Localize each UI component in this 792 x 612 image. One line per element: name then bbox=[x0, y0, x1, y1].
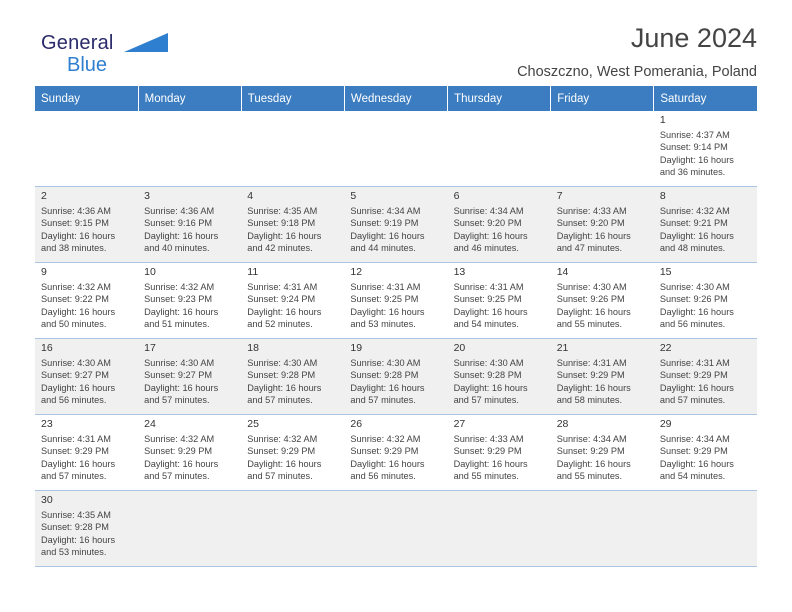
day-info-line: Sunset: 9:25 PM bbox=[350, 294, 419, 305]
day-info-line: Sunset: 9:20 PM bbox=[556, 218, 625, 229]
logo-flag-icon bbox=[124, 33, 168, 52]
title-block bbox=[517, 22, 757, 80]
day-number: 11 bbox=[247, 266, 259, 278]
day-number: 13 bbox=[453, 266, 466, 278]
day-number: 9 bbox=[41, 266, 47, 278]
weekday-header-thursday: Thursday bbox=[448, 86, 551, 111]
day-info-line: Sunset: 9:26 PM bbox=[556, 294, 625, 305]
day-info-line: Daylight: 16 hours bbox=[556, 306, 631, 317]
day-info-line: Sunset: 9:29 PM bbox=[659, 370, 728, 381]
day-number: 25 bbox=[247, 418, 259, 430]
day-info-line: Daylight: 16 hours bbox=[144, 458, 219, 469]
calendar-day-cell bbox=[654, 339, 757, 415]
day-info-line: Sunrise: 4:34 AM bbox=[556, 434, 627, 444]
day-number: 22 bbox=[659, 342, 672, 354]
day-info-line: Daylight: 16 hours bbox=[453, 382, 528, 393]
weekday-header-wednesday: Wednesday bbox=[344, 86, 447, 111]
day-info-line: and 57 minutes. bbox=[144, 395, 210, 406]
day-info-line: Daylight: 16 hours bbox=[453, 458, 528, 469]
calendar-day-cell bbox=[344, 415, 447, 491]
day-info-line: Sunrise: 4:32 AM bbox=[144, 434, 215, 444]
day-info-line: Sunrise: 4:35 AM bbox=[247, 206, 318, 216]
day-info-line: Sunset: 9:23 PM bbox=[144, 294, 213, 305]
day-number: 27 bbox=[453, 418, 466, 430]
calendar-day-cell-empty bbox=[448, 491, 551, 567]
day-info-line: Sunset: 9:22 PM bbox=[41, 294, 109, 305]
day-info-line: and 47 minutes. bbox=[556, 243, 623, 254]
day-number: 4 bbox=[247, 190, 254, 202]
weekday-header-row bbox=[35, 86, 757, 111]
day-info-line: Daylight: 16 hours bbox=[556, 230, 631, 241]
calendar-day-cell-empty bbox=[448, 111, 551, 187]
calendar-day-cell-empty bbox=[138, 491, 241, 567]
calendar-day-cell bbox=[35, 491, 138, 567]
day-info-line: Sunset: 9:16 PM bbox=[144, 218, 213, 229]
day-number: 21 bbox=[556, 342, 569, 354]
day-number: 17 bbox=[144, 342, 156, 354]
day-number: 3 bbox=[144, 190, 150, 202]
day-info-line: Sunrise: 4:30 AM bbox=[659, 282, 730, 292]
page-title: June 2024 bbox=[630, 23, 757, 53]
day-info-line: and 48 minutes. bbox=[659, 243, 726, 254]
calendar-day-cell bbox=[551, 263, 654, 339]
page-header bbox=[35, 0, 757, 80]
day-info-line: and 56 minutes. bbox=[659, 319, 726, 330]
day-info-line: Sunset: 9:18 PM bbox=[247, 218, 316, 229]
day-info-line: Sunset: 9:28 PM bbox=[453, 370, 522, 381]
calendar-day-cell bbox=[654, 111, 757, 187]
day-info-line: and 44 minutes. bbox=[350, 243, 416, 254]
calendar-day-cell bbox=[35, 339, 138, 415]
day-info-line: Daylight: 16 hours bbox=[659, 154, 734, 165]
day-info-line: and 57 minutes. bbox=[144, 471, 210, 482]
day-info-line: Sunset: 9:19 PM bbox=[350, 218, 419, 229]
calendar-week-row bbox=[35, 111, 757, 187]
calendar-day-cell bbox=[241, 339, 344, 415]
calendar-body bbox=[35, 111, 757, 567]
day-info-line: and 42 minutes. bbox=[247, 243, 313, 254]
calendar-day-cell-empty bbox=[654, 491, 757, 567]
day-info-line: and 57 minutes. bbox=[659, 395, 726, 406]
calendar-day-cell bbox=[654, 187, 757, 263]
day-info-line: Daylight: 16 hours bbox=[453, 306, 528, 317]
day-info-line: and 54 minutes. bbox=[453, 319, 519, 330]
day-number: 28 bbox=[556, 418, 569, 430]
day-info-line: Daylight: 16 hours bbox=[144, 306, 219, 317]
calendar-day-cell bbox=[241, 415, 344, 491]
day-info-line: Daylight: 16 hours bbox=[556, 458, 631, 469]
day-info-line: and 40 minutes. bbox=[144, 243, 210, 254]
day-info-line: Sunrise: 4:31 AM bbox=[41, 434, 111, 444]
calendar-day-cell-empty bbox=[344, 491, 447, 567]
day-number: 7 bbox=[556, 190, 563, 202]
day-info-line: and 57 minutes. bbox=[247, 471, 313, 482]
weekday-header-monday: Monday bbox=[138, 86, 241, 111]
calendar-week-row bbox=[35, 415, 757, 491]
calendar-day-cell bbox=[654, 263, 757, 339]
day-number: 20 bbox=[453, 342, 466, 354]
day-info-line: Sunrise: 4:34 AM bbox=[659, 434, 730, 444]
day-info-line: and 57 minutes. bbox=[41, 471, 107, 482]
calendar-day-cell bbox=[35, 263, 138, 339]
day-info-line: Sunrise: 4:31 AM bbox=[350, 282, 421, 292]
day-info-line: Daylight: 16 hours bbox=[247, 382, 322, 393]
day-info-line: Daylight: 16 hours bbox=[144, 230, 219, 241]
calendar-day-cell bbox=[551, 339, 654, 415]
day-info-line: Sunrise: 4:32 AM bbox=[41, 282, 111, 292]
day-number: 24 bbox=[144, 418, 156, 430]
calendar-day-cell-empty bbox=[138, 111, 241, 187]
calendar-day-cell bbox=[344, 187, 447, 263]
day-number: 1 bbox=[659, 114, 666, 126]
day-number: 15 bbox=[659, 266, 672, 278]
day-number: 10 bbox=[144, 266, 156, 278]
day-info-line: Daylight: 16 hours bbox=[659, 382, 734, 393]
day-info-line: and 55 minutes. bbox=[453, 471, 519, 482]
logo-text-general: General bbox=[41, 32, 114, 54]
day-info-line: Sunset: 9:29 PM bbox=[41, 446, 109, 457]
day-number: 19 bbox=[350, 342, 363, 354]
day-info-line: and 55 minutes. bbox=[556, 471, 623, 482]
day-info-line: Sunrise: 4:32 AM bbox=[350, 434, 421, 444]
day-info-line: Sunrise: 4:31 AM bbox=[556, 358, 627, 368]
day-info-line: Sunrise: 4:32 AM bbox=[659, 206, 730, 216]
day-info-line: Sunset: 9:15 PM bbox=[41, 218, 109, 229]
day-info-line: Sunset: 9:29 PM bbox=[659, 446, 728, 457]
day-info-line: Sunrise: 4:30 AM bbox=[247, 358, 318, 368]
day-info-line: Daylight: 16 hours bbox=[350, 458, 425, 469]
day-info-line: Sunset: 9:29 PM bbox=[144, 446, 213, 457]
calendar-week-row bbox=[35, 187, 757, 263]
calendar-day-cell bbox=[344, 339, 447, 415]
calendar-day-cell-empty bbox=[241, 111, 344, 187]
day-info-line: Daylight: 16 hours bbox=[247, 230, 322, 241]
day-info-line: Sunrise: 4:30 AM bbox=[144, 358, 215, 368]
day-info-line: Sunrise: 4:30 AM bbox=[556, 282, 627, 292]
day-info-line: Daylight: 16 hours bbox=[350, 230, 425, 241]
calendar-day-cell bbox=[138, 187, 241, 263]
day-info-line: Sunset: 9:20 PM bbox=[453, 218, 522, 229]
day-info-line: Sunrise: 4:31 AM bbox=[659, 358, 730, 368]
day-info-line: and 57 minutes. bbox=[350, 395, 416, 406]
calendar-day-cell bbox=[448, 263, 551, 339]
calendar-day-cell-empty bbox=[551, 491, 654, 567]
calendar-day-cell bbox=[138, 339, 241, 415]
location-subtitle: Choszczno, West Pomerania, Poland bbox=[517, 64, 757, 80]
day-info-line: and 50 minutes. bbox=[41, 319, 107, 330]
day-info-line: Daylight: 16 hours bbox=[144, 382, 219, 393]
day-info-line: and 53 minutes. bbox=[350, 319, 416, 330]
day-info-line: Sunrise: 4:36 AM bbox=[41, 206, 111, 216]
day-info-line: Sunset: 9:24 PM bbox=[247, 294, 316, 305]
day-info-line: Daylight: 16 hours bbox=[247, 306, 322, 317]
day-info-line: Sunrise: 4:34 AM bbox=[350, 206, 421, 216]
day-info-line: and 56 minutes. bbox=[41, 395, 107, 406]
day-number: 12 bbox=[350, 266, 363, 278]
calendar-day-cell bbox=[138, 415, 241, 491]
day-info-line: Sunset: 9:29 PM bbox=[350, 446, 419, 457]
calendar-day-cell bbox=[448, 415, 551, 491]
day-info-line: Sunset: 9:14 PM bbox=[659, 142, 728, 153]
day-info-line: Daylight: 16 hours bbox=[659, 230, 734, 241]
day-info-line: Sunrise: 4:34 AM bbox=[453, 206, 524, 216]
day-info-line: Sunrise: 4:30 AM bbox=[350, 358, 421, 368]
day-number: 30 bbox=[41, 494, 53, 506]
calendar-week-row bbox=[35, 263, 757, 339]
day-info-line: Daylight: 16 hours bbox=[350, 306, 425, 317]
day-number: 8 bbox=[659, 190, 666, 202]
day-info-line: and 36 minutes. bbox=[659, 167, 726, 178]
calendar-day-cell bbox=[241, 187, 344, 263]
day-info-line: Sunrise: 4:31 AM bbox=[247, 282, 318, 292]
calendar-day-cell-empty bbox=[35, 111, 138, 187]
calendar-day-cell bbox=[448, 339, 551, 415]
day-info-line: and 58 minutes. bbox=[556, 395, 623, 406]
day-number: 6 bbox=[453, 190, 460, 202]
day-info-line: Sunset: 9:27 PM bbox=[41, 370, 109, 381]
calendar-table bbox=[35, 86, 757, 567]
day-info-line: and 51 minutes. bbox=[144, 319, 210, 330]
day-info-line: and 38 minutes. bbox=[41, 243, 107, 254]
day-info-line: Sunset: 9:29 PM bbox=[556, 370, 625, 381]
day-info-line: Daylight: 16 hours bbox=[247, 458, 322, 469]
day-info-line: Sunset: 9:29 PM bbox=[453, 446, 522, 457]
calendar-day-cell bbox=[35, 187, 138, 263]
day-info-line: Sunrise: 4:33 AM bbox=[556, 206, 627, 216]
day-info-line: and 56 minutes. bbox=[350, 471, 416, 482]
day-info-line: Daylight: 16 hours bbox=[659, 306, 734, 317]
calendar-day-cell bbox=[551, 187, 654, 263]
calendar-day-cell bbox=[138, 263, 241, 339]
day-info-line: Sunset: 9:26 PM bbox=[659, 294, 728, 305]
calendar-day-cell bbox=[35, 415, 138, 491]
day-number: 18 bbox=[247, 342, 259, 354]
general-blue-logo bbox=[41, 32, 191, 82]
weekday-header-sunday: Sunday bbox=[35, 86, 138, 111]
day-number: 14 bbox=[556, 266, 569, 278]
day-info-line: Sunrise: 4:30 AM bbox=[41, 358, 111, 368]
day-info-line: Daylight: 16 hours bbox=[41, 230, 116, 241]
day-number: 29 bbox=[659, 418, 672, 430]
day-info-line: Sunset: 9:29 PM bbox=[556, 446, 625, 457]
day-info-line: Daylight: 16 hours bbox=[659, 458, 734, 469]
logo-text-blue: Blue bbox=[67, 54, 108, 76]
calendar-week-row bbox=[35, 491, 757, 567]
day-info-line: Sunrise: 4:36 AM bbox=[144, 206, 215, 216]
day-info-line: Sunset: 9:25 PM bbox=[453, 294, 522, 305]
day-info-line: Sunset: 9:28 PM bbox=[41, 522, 109, 533]
day-info-line: Daylight: 16 hours bbox=[41, 534, 116, 545]
day-info-line: Daylight: 16 hours bbox=[41, 382, 116, 393]
day-number: 16 bbox=[41, 342, 53, 354]
weekday-header-saturday: Saturday bbox=[654, 86, 757, 111]
calendar-day-cell bbox=[551, 415, 654, 491]
weekday-header-friday: Friday bbox=[551, 86, 654, 111]
calendar-day-cell bbox=[654, 415, 757, 491]
day-info-line: Daylight: 16 hours bbox=[41, 458, 116, 469]
day-number: 23 bbox=[41, 418, 53, 430]
calendar-day-cell-empty bbox=[241, 491, 344, 567]
day-info-line: Sunset: 9:28 PM bbox=[350, 370, 419, 381]
day-info-line: Sunrise: 4:32 AM bbox=[247, 434, 318, 444]
day-number: 26 bbox=[350, 418, 363, 430]
day-info-line: Sunrise: 4:32 AM bbox=[144, 282, 215, 292]
weekday-header-tuesday: Tuesday bbox=[241, 86, 344, 111]
day-info-line: Sunrise: 4:37 AM bbox=[659, 130, 730, 140]
day-info-line: Daylight: 16 hours bbox=[41, 306, 116, 317]
day-info-line: and 55 minutes. bbox=[556, 319, 623, 330]
day-info-line: Sunset: 9:27 PM bbox=[144, 370, 213, 381]
day-info-line: Sunset: 9:28 PM bbox=[247, 370, 316, 381]
calendar-day-cell-empty bbox=[551, 111, 654, 187]
day-info-line: and 54 minutes. bbox=[659, 471, 726, 482]
day-number: 2 bbox=[41, 190, 47, 202]
day-info-line: Sunset: 9:21 PM bbox=[659, 218, 728, 229]
day-info-line: Sunrise: 4:30 AM bbox=[453, 358, 524, 368]
day-info-line: Sunset: 9:29 PM bbox=[247, 446, 316, 457]
day-info-line: and 57 minutes. bbox=[247, 395, 313, 406]
calendar-day-cell bbox=[344, 263, 447, 339]
calendar-week-row bbox=[35, 339, 757, 415]
day-info-line: and 46 minutes. bbox=[453, 243, 519, 254]
day-info-line: Daylight: 16 hours bbox=[556, 382, 631, 393]
calendar-day-cell-empty bbox=[344, 111, 447, 187]
day-info-line: Sunrise: 4:35 AM bbox=[41, 510, 111, 520]
day-info-line: Daylight: 16 hours bbox=[453, 230, 528, 241]
calendar-day-cell bbox=[241, 263, 344, 339]
day-info-line: Sunrise: 4:33 AM bbox=[453, 434, 524, 444]
calendar-day-cell bbox=[448, 187, 551, 263]
day-info-line: and 53 minutes. bbox=[41, 547, 107, 558]
day-info-line: and 57 minutes. bbox=[453, 395, 519, 406]
day-number: 5 bbox=[350, 190, 357, 202]
day-info-line: Daylight: 16 hours bbox=[350, 382, 425, 393]
day-info-line: Sunrise: 4:31 AM bbox=[453, 282, 524, 292]
day-info-line: and 52 minutes. bbox=[247, 319, 313, 330]
